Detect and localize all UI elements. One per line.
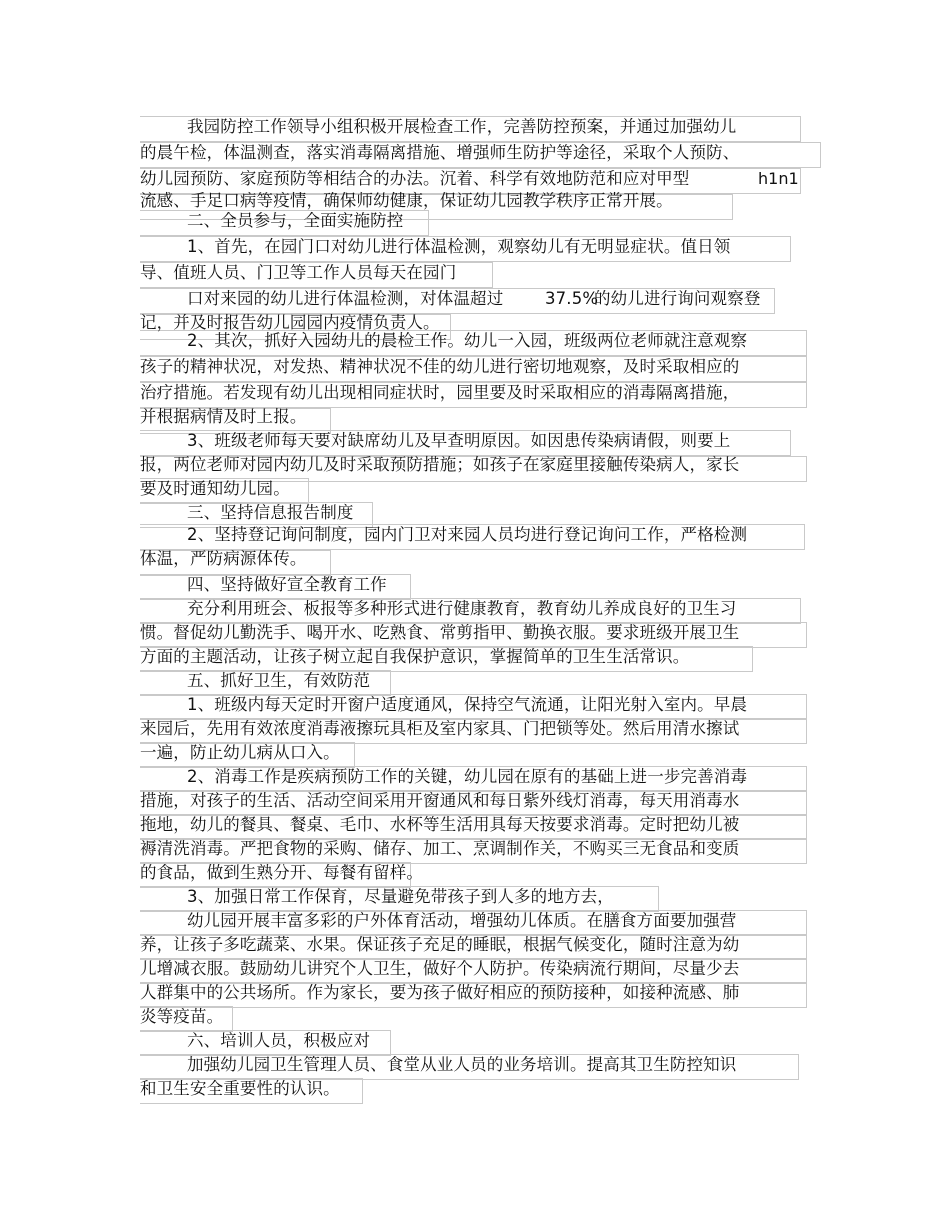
paragraph-line: 2、坚持登记询问制度，园内门卫对来园人员均进行登记询问工作，严格检测 bbox=[187, 525, 748, 544]
paragraph-line: 报，两位老师对园内幼儿及时采取预防措施；如孩子在家庭里接触传染病人，家长 bbox=[140, 455, 740, 474]
paragraph-line: 方面的主题活动，让孩子树立起自我保护意识，掌握简单的卫生生活常识。 bbox=[140, 647, 690, 666]
paragraph-line: 儿增减衣服。鼓励幼儿讲究个人卫生，做好个人防护。传染病流行期间，尽量少去 bbox=[140, 959, 740, 978]
paragraph-line: 2、消毒工作是疾病预防工作的关键，幼儿园在原有的基础上进一步完善消毒 bbox=[187, 767, 748, 786]
paragraph-line: 体温，严防病源体传。 bbox=[140, 549, 307, 568]
paragraph-line: 充分利用班会、板报等多种形式进行健康教育，教育幼儿养成良好的卫生习 bbox=[187, 599, 737, 618]
paragraph-line: 孩子的精神状况，对发热、精神状况不佳的幼儿进行密切地观察，及时采取相应的 bbox=[140, 357, 740, 376]
paragraph-line: 3、加强日常工作保育，尽量避免带孩子到人多的地方去， bbox=[187, 887, 614, 906]
paragraph-line: 养，让孩子多吃蔬菜、水果。保证孩子充足的睡眠，根据气候变化，随时注意为幼 bbox=[140, 935, 740, 954]
paragraph-line: 要及时通知幼儿园。 bbox=[140, 479, 290, 498]
paragraph-line: 加强幼儿园卫生管理人员、食堂从业人员的业务培训。提高其卫生防控知识 bbox=[187, 1055, 737, 1074]
paragraph-line: 幼儿园预防、家庭预防等相结合的办法。沉着、科学有效地防范和应对甲型 bbox=[140, 169, 690, 188]
paragraph-line: 的幼儿进行询问观察登 bbox=[594, 289, 761, 308]
section-heading: 三、坚持信息报告制度 bbox=[187, 503, 354, 522]
paragraph-line: 措施，对孩子的生活、活动空间采用开窗通风和每日紫外线灯消毒，每天用消毒水 bbox=[140, 791, 740, 810]
section-heading: 六、培训人员，积极应对 bbox=[187, 1031, 371, 1050]
paragraph-line: 惯。督促幼儿勤洗手、喝开水、吃熟食、常剪指甲、勤换衣服。要求班级开展卫生 bbox=[140, 623, 740, 642]
paragraph-line: 的食品，做到生熟分开、每餐有留样。 bbox=[140, 863, 424, 882]
paragraph-line: 炎等疫苗。 bbox=[140, 1007, 224, 1026]
temperature-value: 37.5% bbox=[545, 289, 599, 308]
section-heading: 二、全员参与，全面实施防控 bbox=[187, 211, 404, 230]
paragraph-line: 幼儿园开展丰富多彩的户外体育活动，增强幼儿体质。在膳食方面要加强营 bbox=[187, 911, 737, 930]
section-heading: 四、坚持做好宣全教育工作 bbox=[187, 575, 387, 594]
paragraph-line: 和卫生安全重要性的认识。 bbox=[140, 1079, 340, 1098]
paragraph-line: 3、班级老师每天要对缺席幼儿及早查明原因。如因患传染病请假，则要上 bbox=[187, 431, 731, 450]
paragraph-line: 1、班级内每天定时开窗户适度通风，保持空气流通，让阳光射入室内。早晨 bbox=[187, 695, 748, 714]
paragraph-line: 褥清洗消毒。严把食物的采购、储存、加工、烹调制作关，不购买三无食品和变质 bbox=[140, 839, 740, 858]
paragraph-line: 的晨午检，体温测查，落实消毒隔离措施、增强师生防护等途径，采取个人预防、 bbox=[140, 143, 740, 162]
paragraph-line: 拖地，幼儿的餐具、餐桌、毛巾、水杯等生活用具每天按要求消毒。定时把幼儿被 bbox=[140, 815, 740, 834]
paragraph-line: 记，并及时报告幼儿园园内疫情负责人。 bbox=[140, 313, 440, 332]
paragraph-line: 并根据病情及时上报。 bbox=[140, 407, 307, 426]
paragraph-line: 2、其次，抓好入园幼儿的晨检工作。幼儿一入园，班级两位老师就注意观察 bbox=[187, 331, 748, 350]
paragraph-line: 治疗措施。若发现有幼儿出现相同症状时，园里要及时采取相应的消毒隔离措施， bbox=[140, 383, 740, 402]
paragraph-line: 我园防控工作领导小组积极开展检查工作，完善防控预案，并通过加强幼儿 bbox=[187, 117, 737, 136]
paragraph-line: 人群集中的公共场所。作为家长，要为孩子做好相应的预防接种，如接种流感、肺 bbox=[140, 983, 740, 1002]
paragraph-line: 来园后，先用有效浓度消毒液擦玩具柜及室内家具、门把锁等处。然后用清水擦试 bbox=[140, 719, 740, 738]
paragraph-line: 口对来园的幼儿进行体温检测，对体温超过 bbox=[187, 289, 504, 308]
side-tag-h1n1: h1n1 bbox=[758, 169, 799, 188]
paragraph-line: 流感、手足口病等疫情，确保师幼健康，保证幼儿园教学秩序正常开展。 bbox=[140, 191, 673, 210]
paragraph-line: 导、值班人员、门卫等工作人员每天在园门 bbox=[140, 263, 457, 282]
paragraph-line: 1、首先，在园门口对幼儿进行体温检测，观察幼儿有无明显症状。值日领 bbox=[187, 237, 731, 256]
section-heading: 五、抓好卫生，有效防范 bbox=[187, 671, 371, 690]
paragraph-line: 一遍，防止幼儿病从口入。 bbox=[140, 743, 340, 762]
